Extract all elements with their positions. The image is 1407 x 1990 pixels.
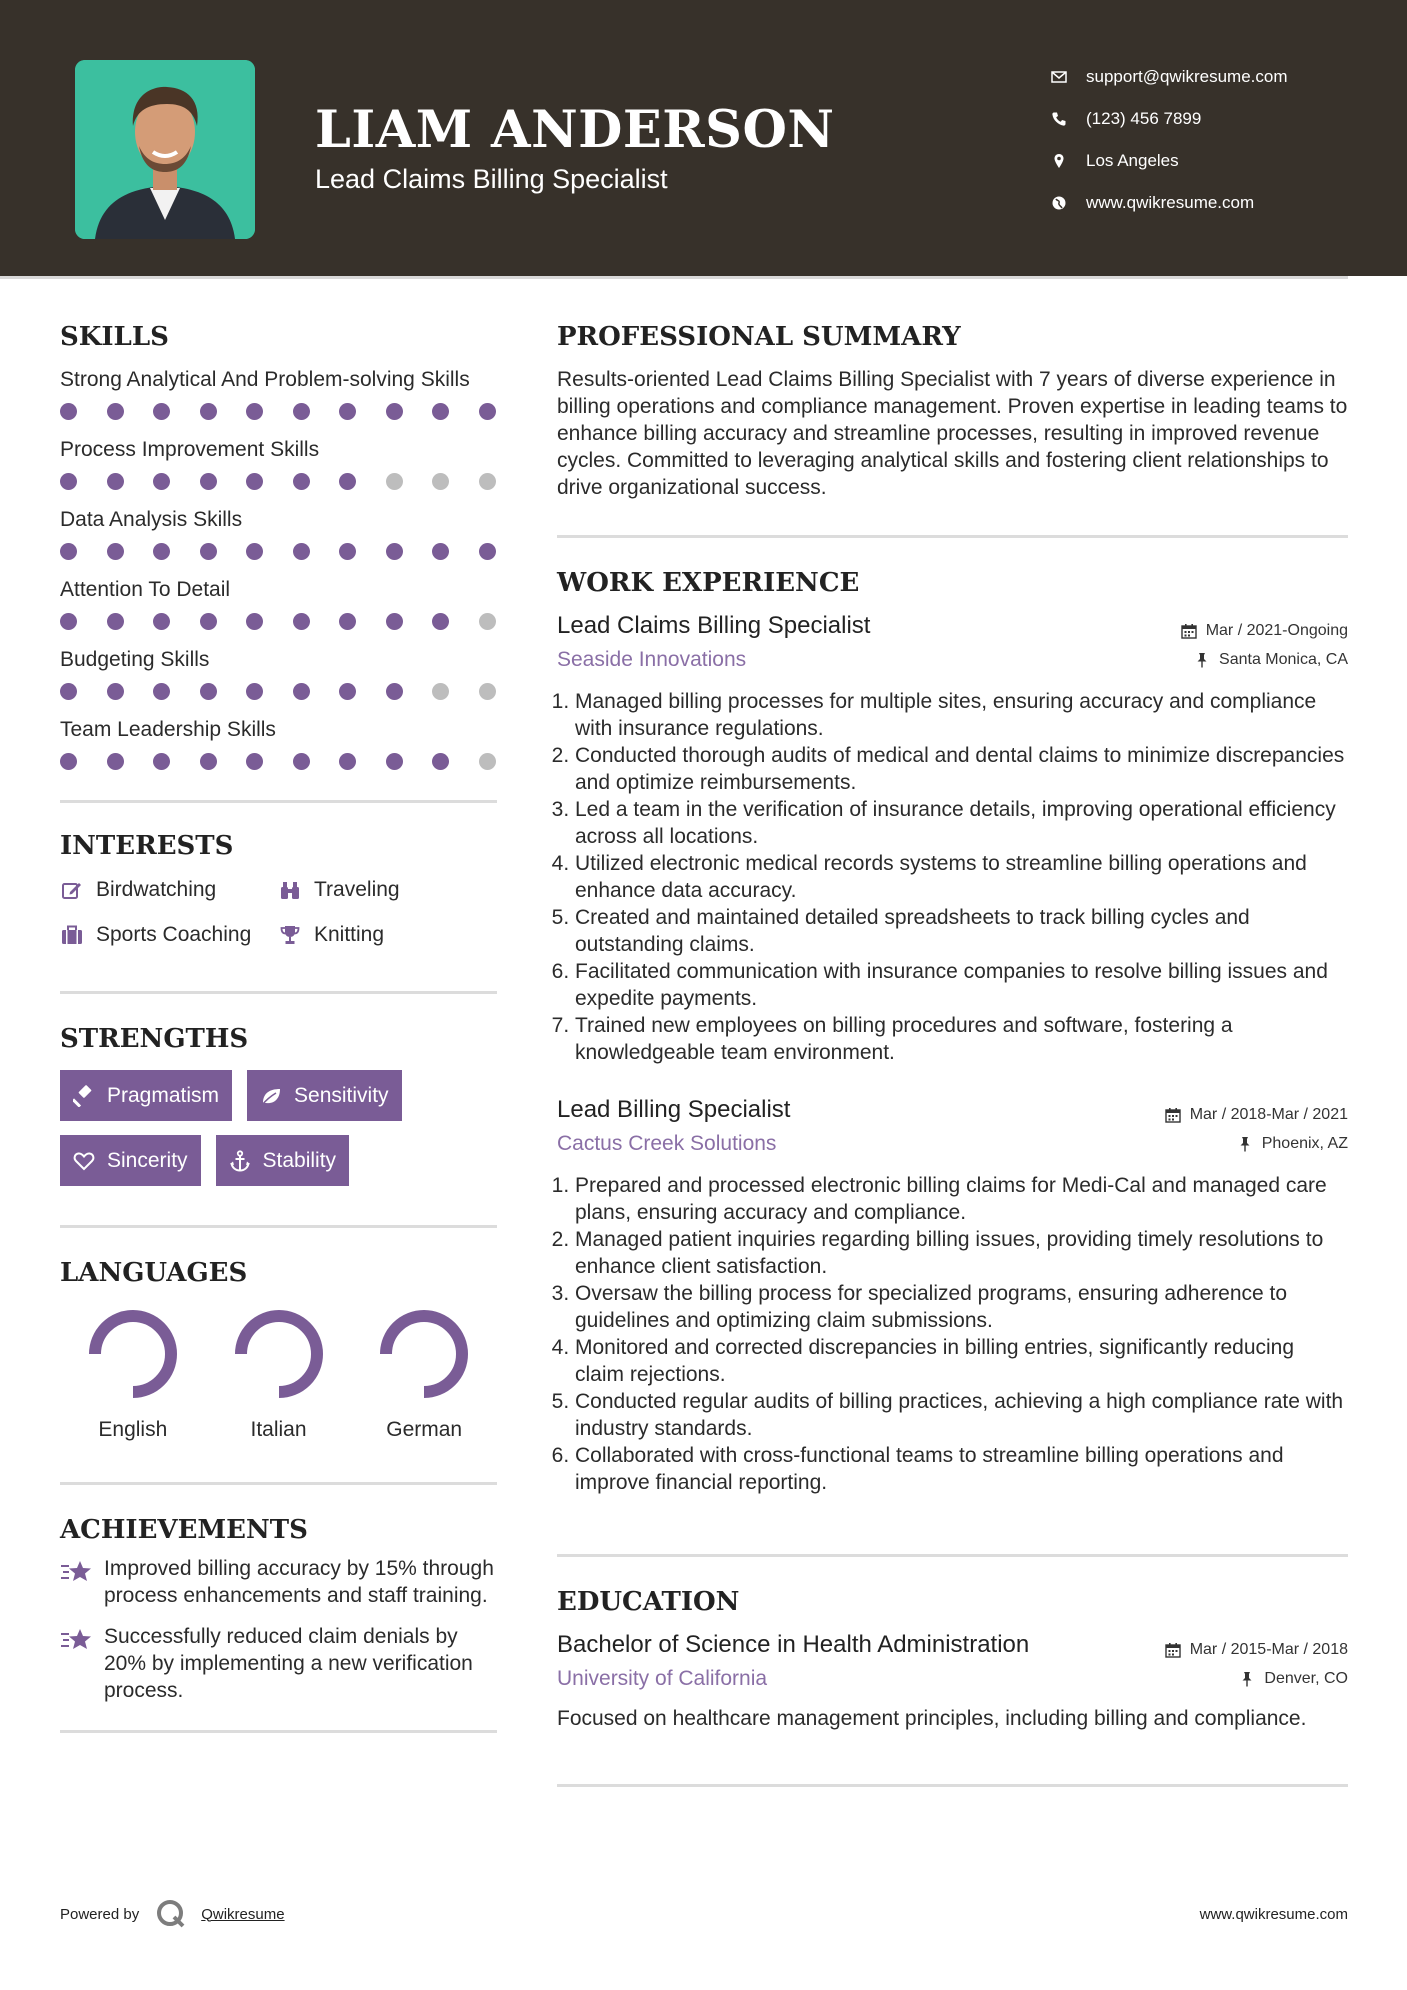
degree-title: Bachelor of Science in Health Administration [557, 1631, 1030, 1658]
responsibility-item: 5. Conducted regular audits of billing practices, achieving a high compliance rate with industry standards. [575, 1388, 1348, 1442]
job-dates-text: Mar / 2018-Mar / 2021 [1189, 1106, 1348, 1123]
candidate-title: Lead Claims Billing Specialist [315, 164, 668, 194]
interest-item [60, 912, 278, 957]
profile-photo [75, 60, 255, 239]
education-location [1239, 1670, 1348, 1688]
calendar-icon [1165, 1642, 1181, 1658]
summary-section [557, 322, 1348, 501]
job-title: Lead Billing Specialist [557, 1096, 791, 1123]
rating-dot-empty [386, 473, 403, 490]
qwikresume-link[interactable]: Qwikresume [201, 1905, 285, 1923]
interests-heading: INTERESTS [60, 831, 234, 861]
skills-heading: SKILLS [60, 322, 169, 352]
job-header [557, 612, 1348, 640]
experience-heading: WORK EXPERIENCE [557, 568, 860, 598]
rating-dot-empty [479, 683, 496, 700]
pushpin-icon [1237, 1136, 1253, 1152]
edit-icon [60, 878, 84, 902]
globe-icon [1050, 194, 1068, 212]
rating-dot-filled [200, 473, 217, 490]
contact-phone-text: (123) 456 7899 [1086, 109, 1202, 128]
responsibility-item: 3. Oversaw the billing process for specialized programs, ensuring adherence to guidelines and optimizing claim submissions. [575, 1280, 1348, 1334]
job-title: Lead Claims Billing Specialist [557, 612, 871, 639]
skill-item [60, 366, 497, 420]
responsibility-item: 4. Utilized electronic medical records systems to streamline billing operations and enhance data accuracy. [575, 850, 1348, 904]
language-name: German [386, 1418, 463, 1441]
language-proficiency-ring [85, 1306, 181, 1402]
strength-tag [60, 1135, 201, 1186]
strengths-section [60, 1024, 497, 1200]
strength-tag [216, 1135, 350, 1186]
calendar-icon [1165, 1107, 1181, 1123]
interest-item [278, 912, 384, 957]
job-location-text: Phoenix, AZ [1261, 1135, 1348, 1152]
right-column [557, 322, 1348, 1787]
pushpin-icon [1194, 652, 1210, 668]
binoculars-icon [278, 878, 302, 902]
skill-item [60, 506, 497, 560]
contact-location-text: Los Angeles [1086, 151, 1179, 170]
responsibility-item: 4. Monitored and corrected discrepancies in billing entries, significantly reducing claim rejections. [575, 1334, 1348, 1388]
languages-section [60, 1258, 497, 1442]
rating-dot-filled [432, 403, 449, 420]
rating-dot-filled [246, 403, 263, 420]
proficiency-arc [386, 1316, 462, 1392]
qwikresume-logo-icon [155, 1898, 187, 1930]
language-name: Italian [250, 1418, 307, 1441]
rating-dot-filled [200, 613, 217, 630]
rating-dot-filled [293, 543, 310, 560]
skill-name: Strong Analytical And Problem-solving Skills [60, 368, 470, 391]
skills-section [60, 322, 497, 770]
rating-dot-filled [60, 473, 77, 490]
strength-label: Sensitivity [294, 1083, 389, 1107]
language-proficiency-ring [231, 1306, 327, 1402]
interest-label: Knitting [314, 922, 385, 946]
rating-dot-empty [432, 473, 449, 490]
rating-dot-filled [60, 613, 77, 630]
experience-section [557, 568, 1348, 1496]
footer-branding [60, 1898, 285, 1930]
responsibility-item: 5. Created and maintained detailed spreadsheets to track billing cycles and outstanding claims. [575, 904, 1348, 958]
job-subheader [557, 648, 1348, 672]
rating-dot-filled [200, 753, 217, 770]
company-name: Cactus Creek Solutions [557, 1132, 777, 1155]
rating-dot-filled [339, 543, 356, 560]
education-header [557, 1631, 1348, 1659]
achievement-item [60, 1555, 497, 1609]
rating-dot-filled [107, 613, 124, 630]
job-location [1194, 651, 1348, 669]
section-divider [557, 1784, 1348, 1787]
rating-dot-filled [107, 683, 124, 700]
rating-dot-filled [107, 543, 124, 560]
job-location [1237, 1135, 1348, 1153]
strengths-heading: STRENGTHS [60, 1024, 249, 1054]
rating-dot-filled [432, 753, 449, 770]
education-section [557, 1587, 1348, 1732]
skill-item [60, 646, 497, 700]
education-dates [1165, 1641, 1348, 1659]
pushpin-icon [1239, 1671, 1255, 1687]
contact-location [1050, 140, 1288, 182]
rating-dot-filled [479, 543, 496, 560]
rating-dot-filled [339, 473, 356, 490]
rating-dot-filled [107, 473, 124, 490]
section-divider [60, 1730, 497, 1733]
skills-list [60, 366, 497, 770]
trophy-icon [278, 923, 302, 947]
rating-dot-empty [479, 753, 496, 770]
rating-dot-filled [432, 613, 449, 630]
rating-dot-filled [60, 683, 77, 700]
job-subheader [557, 1132, 1348, 1156]
rating-dot-filled [153, 753, 170, 770]
proficiency-arc [95, 1316, 171, 1392]
responsibility-item: 2. Managed patient inquiries regarding billing issues, providing timely resolutions to enhance client satisfaction. [575, 1226, 1348, 1280]
proficiency-arc [241, 1316, 317, 1392]
rating-dot-filled [60, 543, 77, 560]
company-name: Seaside Innovations [557, 648, 747, 671]
job-location-text: Santa Monica, CA [1219, 651, 1348, 668]
job-dates-text: Mar / 2021-Ongoing [1205, 622, 1348, 639]
rating-dot-filled [60, 403, 77, 420]
skill-rating [60, 473, 497, 490]
rating-dot-empty [479, 473, 496, 490]
contact-website[interactable] [1050, 182, 1288, 224]
shooting-star-icon [60, 1555, 94, 1585]
footer-website[interactable]: www.qwikresume.com [1199, 1906, 1348, 1923]
section-divider [60, 1225, 497, 1228]
rating-dot-filled [246, 753, 263, 770]
job-entry [557, 612, 1348, 1066]
rating-dot-empty [432, 683, 449, 700]
anchor-icon [229, 1150, 251, 1172]
job-dates [1165, 1106, 1348, 1124]
strength-label: Stability [262, 1148, 337, 1172]
contact-website-text: www.qwikresume.com [1086, 193, 1255, 212]
job-entry [557, 1096, 1348, 1496]
job-header [557, 1096, 1348, 1124]
rating-dot-filled [293, 473, 310, 490]
rating-dot-filled [386, 403, 403, 420]
responsibility-item: 2. Conducted thorough audits of medical and dental claims to minimize discrepancies and optimize reimbursements. [575, 742, 1348, 796]
rating-dot-filled [107, 403, 124, 420]
skill-name: Attention To Detail [60, 578, 231, 601]
person-portrait-icon [75, 60, 255, 239]
rating-dot-filled [153, 543, 170, 560]
shooting-star-icon [60, 1623, 94, 1653]
rating-dot-filled [200, 403, 217, 420]
left-column [60, 322, 497, 1733]
strength-label: Pragmatism [107, 1083, 220, 1107]
skill-rating [60, 683, 497, 700]
rating-dot-filled [293, 403, 310, 420]
responsibility-item: 6. Collaborated with cross-functional teams to streamline billing operations and improve financial reporting. [575, 1442, 1348, 1496]
rating-dot-filled [293, 613, 310, 630]
interests-list [60, 867, 497, 957]
contact-email[interactable] [1050, 56, 1288, 98]
education-heading: EDUCATION [557, 1587, 740, 1617]
education-subheader [557, 1667, 1348, 1691]
rating-dot-filled [153, 683, 170, 700]
rating-dot-filled [246, 543, 263, 560]
gavel-icon [73, 1085, 95, 1107]
responsibility-item: 7. Trained new employees on billing procedures and software, fostering a knowledgeable team environment. [575, 1012, 1348, 1066]
section-divider [60, 991, 497, 994]
interest-label: Birdwatching [96, 877, 217, 901]
education-entry [557, 1631, 1348, 1732]
rating-dot-filled [386, 543, 403, 560]
languages-heading: LANGUAGES [60, 1258, 248, 1288]
map-marker-icon [1050, 152, 1068, 170]
responsibility-item: 1. Prepared and processed electronic billing claims for Medi-Cal and managed care plans, ensuring accuracy and compliance. [575, 1172, 1348, 1226]
skill-item [60, 436, 497, 490]
skill-name: Process Improvement Skills [60, 438, 320, 461]
rating-dot-filled [153, 613, 170, 630]
rating-dot-filled [246, 683, 263, 700]
section-divider [60, 1482, 497, 1485]
rating-dot-filled [153, 403, 170, 420]
envelope-icon [1050, 68, 1068, 86]
interest-label: Sports Coaching [96, 922, 252, 946]
skill-rating [60, 613, 497, 630]
rating-dot-filled [386, 683, 403, 700]
header-divider [0, 276, 1348, 279]
rating-dot-filled [432, 543, 449, 560]
rating-dot-filled [339, 753, 356, 770]
strengths-list [60, 1070, 497, 1200]
skill-item [60, 576, 497, 630]
rating-dot-filled [293, 683, 310, 700]
language-item [60, 1306, 206, 1442]
rating-dot-filled [386, 613, 403, 630]
resume-header [0, 0, 1407, 276]
rating-dot-filled [246, 613, 263, 630]
skill-item [60, 716, 497, 770]
rating-dot-filled [153, 473, 170, 490]
candidate-name: LIAM ANDERSON [315, 100, 835, 160]
contact-block [1050, 56, 1288, 224]
rating-dot-filled [339, 613, 356, 630]
rating-dot-filled [479, 403, 496, 420]
phone-icon [1050, 110, 1068, 128]
section-divider [557, 1554, 1348, 1557]
skill-name: Data Analysis Skills [60, 508, 243, 531]
rating-dot-filled [200, 543, 217, 560]
rating-dot-filled [386, 753, 403, 770]
achievement-text: Improved billing accuracy by 15% through process enhancements and staff training. [104, 1557, 494, 1607]
powered-by-text: Powered by [60, 1905, 140, 1923]
responsibility-item: 3. Led a team in the verification of insurance details, improving operational efficiency across all locations. [575, 796, 1348, 850]
language-item [351, 1306, 497, 1442]
contact-email-text: support@qwikresume.com [1086, 67, 1288, 86]
section-divider [557, 535, 1348, 538]
skill-name: Budgeting Skills [60, 648, 210, 671]
rating-dot-filled [246, 473, 263, 490]
rating-dot-filled [107, 753, 124, 770]
strength-tag [60, 1070, 232, 1121]
interest-label: Traveling [314, 877, 400, 901]
language-name: English [98, 1418, 168, 1441]
education-dates-text: Mar / 2015-Mar / 2018 [1189, 1641, 1348, 1658]
leaf-icon [260, 1085, 282, 1107]
rating-dot-empty [479, 613, 496, 630]
rating-dot-filled [339, 683, 356, 700]
language-proficiency-ring [376, 1306, 472, 1402]
education-description: Focused on healthcare management principles, including billing and compliance. [557, 1707, 1307, 1730]
interests-section [60, 831, 497, 957]
section-divider [60, 800, 497, 803]
summary-text: Results-oriented Lead Claims Billing Specialist with 7 years of diverse experience in billing operations and compliance management. Proven expertise in leading teams to enhance billing accuracy and streamline processes, resulting in improved revenue cycles. Committed to leveraging analytical skills and fostering client relationships to drive organizational success. [557, 368, 1348, 499]
school-name: University of California [557, 1667, 768, 1690]
heart-icon [73, 1150, 95, 1172]
interest-item [278, 867, 400, 912]
summary-heading: PROFESSIONAL SUMMARY [557, 322, 961, 352]
skill-rating [60, 403, 497, 420]
language-item [206, 1306, 352, 1442]
skill-name: Team Leadership Skills [60, 718, 276, 741]
contact-phone[interactable] [1050, 98, 1288, 140]
responsibility-list [557, 1172, 1348, 1496]
responsibility-list [557, 688, 1348, 1066]
achievements-heading: ACHIEVEMENTS [60, 1515, 308, 1545]
responsibility-item: 6. Facilitated communication with insurance companies to resolve billing issues and expedite payments. [575, 958, 1348, 1012]
rating-dot-filled [200, 683, 217, 700]
rating-dot-filled [293, 753, 310, 770]
rating-dot-filled [339, 403, 356, 420]
languages-list [60, 1306, 497, 1442]
job-dates [1181, 622, 1348, 640]
skill-rating [60, 753, 497, 770]
briefcase-icon [60, 923, 84, 947]
strength-tag [247, 1070, 402, 1121]
calendar-icon [1181, 623, 1197, 639]
achievement-text: Successfully reduced claim denials by 20% by implementing a new verification process. [104, 1625, 473, 1702]
strength-label: Sincerity [107, 1148, 188, 1172]
interest-item [60, 867, 278, 912]
achievements-section [60, 1515, 497, 1704]
education-location-text: Denver, CO [1264, 1670, 1348, 1687]
achievement-item [60, 1623, 497, 1704]
rating-dot-filled [60, 753, 77, 770]
achievements-list [60, 1555, 497, 1704]
skill-rating [60, 543, 497, 560]
responsibility-item: 1. Managed billing processes for multiple sites, ensuring accuracy and compliance with insurance regulations. [575, 688, 1348, 742]
